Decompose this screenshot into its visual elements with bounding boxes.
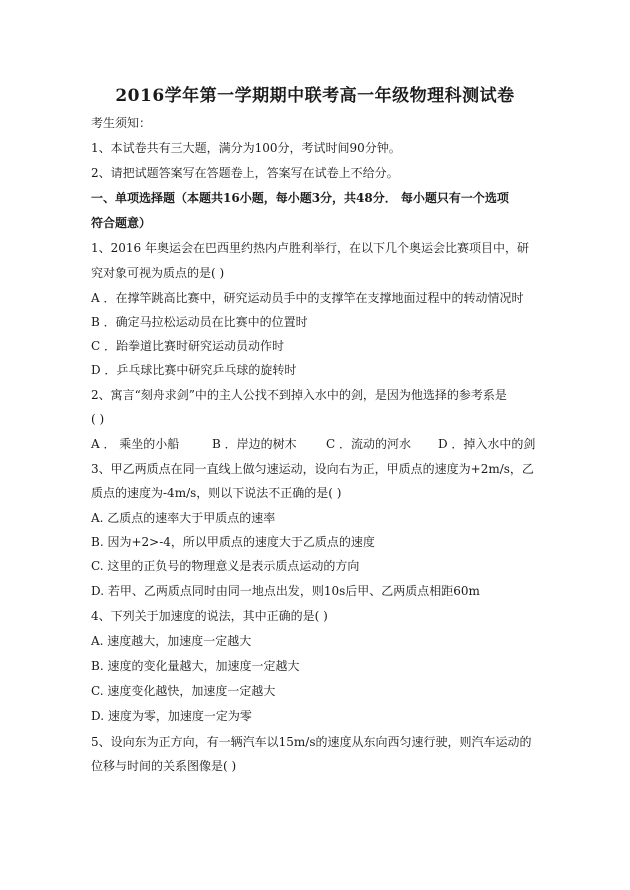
- question-2-option-a: A ． 乘坐的小船: [91, 437, 180, 451]
- question-2-option-b: B ．岸边的树木: [212, 437, 297, 451]
- question-3-option-d: D. 若甲、乙两质点同时由同一地点出发，则10s后甲、乙两质点相距60m: [91, 584, 480, 598]
- notice-item-1: 1、本试卷共有三大题，满分为100分，考试时间90分钟。: [91, 141, 401, 155]
- question-5-stem-cont: 位移与时间的关系图像是( ): [91, 759, 237, 773]
- question-5-stem: 5、设向东为正方向，有一辆汽车以15m/s的速度从东向西匀速行驶，则汽车运动的: [91, 735, 532, 749]
- question-3-option-b: B. 因为+2>-4，所以甲质点的速度大于乙质点的速度: [91, 535, 375, 549]
- question-1-option-a: A ．在撑竿跳高比赛中，研究运动员手中的支撑竿在支撑地面过程中的转动情况时: [91, 291, 524, 305]
- question-3-stem: 3、甲乙两质点在同一直线上做匀速运动，设向右为正，甲质点的速度为+2m/s，乙: [91, 462, 534, 476]
- question-4-option-b: B. 速度的变化量越大，加速度一定越大: [91, 659, 300, 673]
- question-3-stem-cont: 质点的速度为-4m/s，则以下说法不正确的是( ): [91, 486, 342, 500]
- question-2-stem-cont: ( ): [91, 412, 105, 426]
- question-1-option-b: B ．确定马拉松运动员在比赛中的位置时: [91, 315, 308, 329]
- section-1-heading-cont: 符合题意）: [91, 216, 152, 230]
- question-1-stem: 1、2016 年奥运会在巴西里约热内卢胜利举行，在以下几个奥运会比赛项目中，研: [91, 241, 529, 255]
- question-3-option-a: A. 乙质点的速率大于甲质点的速率: [91, 511, 276, 525]
- notice-item-2: 2、请把试题答案写在答题卷上，答案写在试卷上不给分。: [91, 166, 399, 180]
- question-2-option-c: C ．流动的河水: [326, 437, 411, 451]
- question-1-option-d: D ．乒乓球比赛中研究乒乓球的旋转时: [91, 363, 297, 377]
- question-4-option-a: A. 速度越大，加速度一定越大: [91, 634, 252, 648]
- notice-heading: 考生须知：: [91, 116, 152, 130]
- question-4-option-d: D. 速度为零，加速度一定为零: [91, 709, 252, 723]
- exam-title: 2016学年第一学期期中联考高一年级物理科测试卷: [115, 86, 515, 106]
- question-4-stem: 4、下列关于加速度的说法，其中正确的是( ): [91, 609, 328, 623]
- question-2-stem: 2、寓言“刻舟求剑”中的主人公找不到掉入水中的剑，是因为他选择的参考系是: [91, 388, 507, 402]
- question-1-stem-cont: 究对象可视为质点的是( ): [91, 266, 225, 280]
- question-3-option-c: C. 这里的正负号的物理意义是表示质点运动的方向: [91, 559, 360, 573]
- question-4-option-c: C. 速度变化越快，加速度一定越大: [91, 684, 276, 698]
- section-1-heading: 一、单项选择题（本题共16小题，每小题3分，共48分． 每小题只有一个选项: [91, 191, 509, 205]
- question-1-option-c: C ．跆拳道比赛时研究运动员动作时: [91, 339, 284, 353]
- question-2-option-d: D ．掉入水中的剑: [438, 437, 536, 451]
